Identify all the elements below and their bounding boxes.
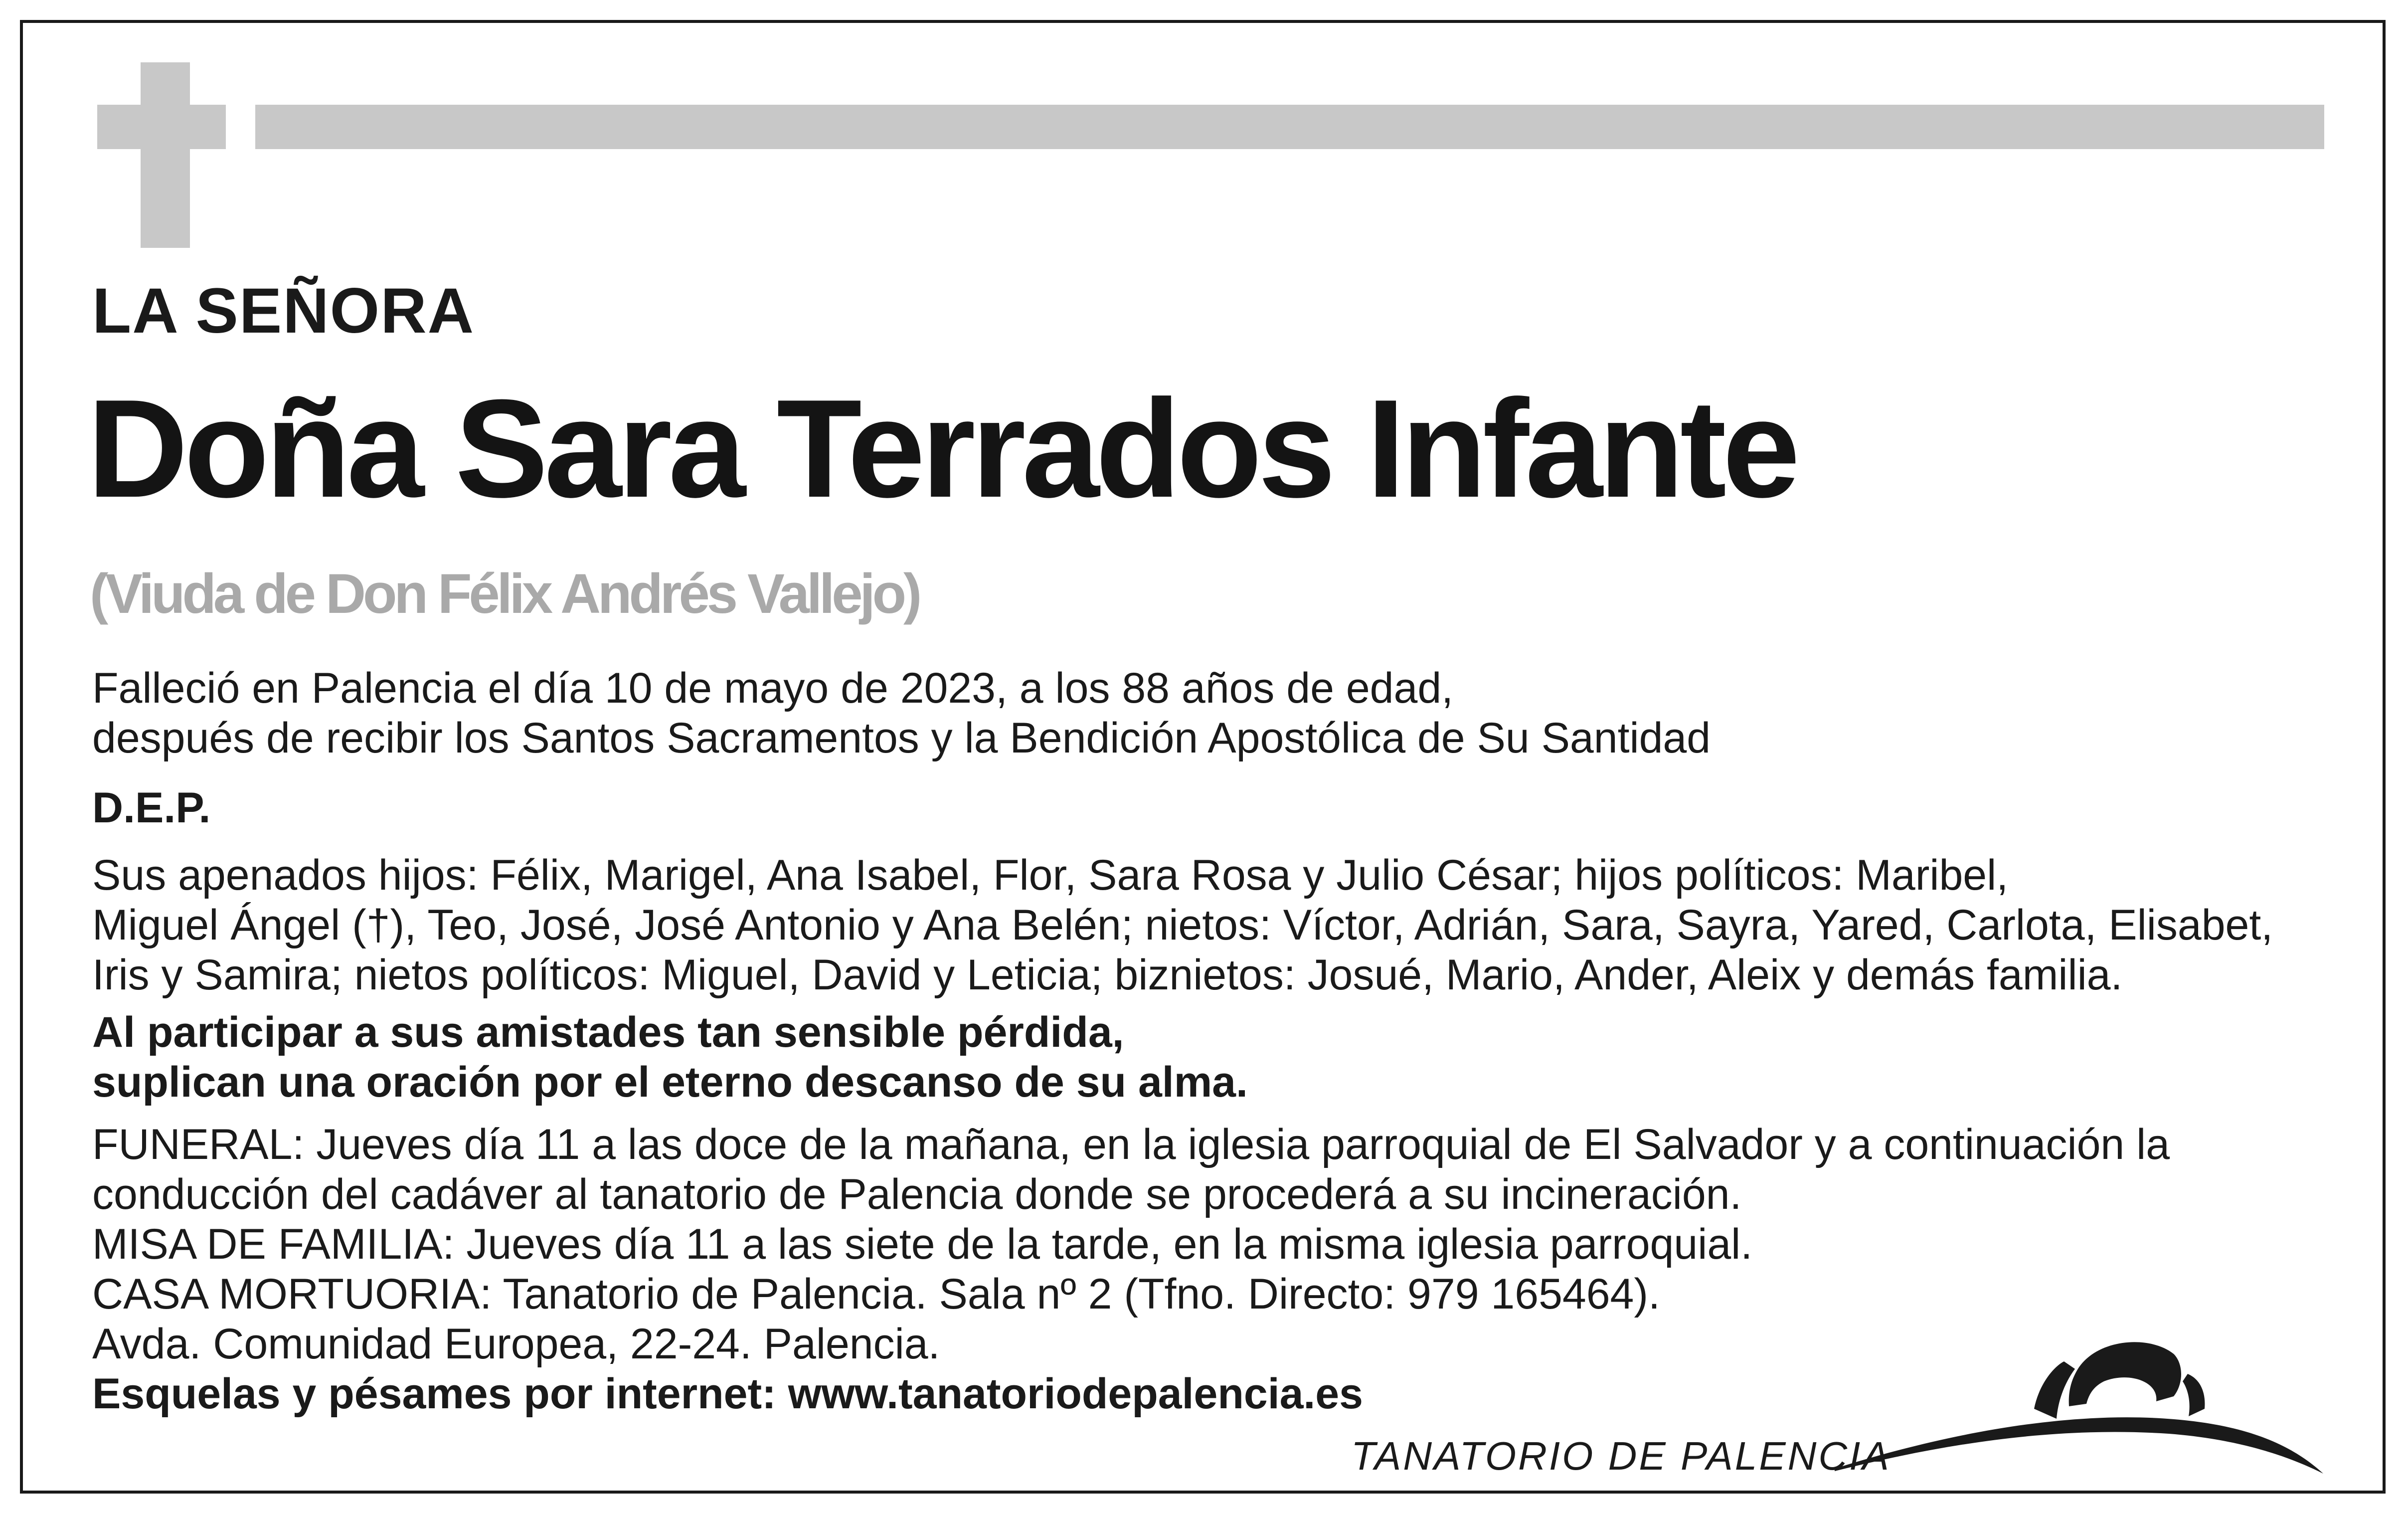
logo-stone-left [2034, 1361, 2075, 1419]
widow-note: (Viuda de Don Félix Andrés Vallejo) [90, 563, 919, 625]
family-line: Iris y Samira; nietos políticos: Miguel, David y Leticia; biznietos: Josué, Mario, Ander, Aleix y demás familia. [92, 951, 2123, 999]
cross-icon-horizontal [97, 105, 226, 149]
deceased-name: Doña Sara Terrados Infante [87, 371, 1796, 527]
logo-text: TANATORIO DE PALENCIA [1351, 1434, 1891, 1478]
funeral-line: conducción del cadáver al tanatorio de Palencia donde se procederá a su incineración. [92, 1170, 1742, 1218]
family-line: Miguel Ángel (†), Teo, José, José Antonio y Ana Belén; nietos: Víctor, Adrián, Sara, Sayra, Yared, Carlota, Elisabet, [92, 901, 2273, 949]
death-notice-line: después de recibir los Santos Sacramentos y la Bendición Apostólica de Su Santidad [92, 714, 1711, 762]
address-line: Avda. Comunidad Europea, 22-24. Palencia. [92, 1320, 940, 1368]
internet-line: Esquelas y pésames por internet: www.tanatoriodepalencia.es [92, 1370, 1363, 1418]
misa-line: MISA DE FAMILIA: Jueves día 11 a las siete de la tarde, en la misma iglesia parroquial. [92, 1220, 1753, 1268]
death-notice-line: Falleció en Palencia el día 10 de mayo de 2023, a los 88 años de edad, [92, 664, 1454, 712]
funeral-line: FUNERAL: Jueves día 11 a las doce de la mañana, en la iglesia parroquial de El Salvador y a continuación la [92, 1121, 2170, 1168]
family-list [92, 850, 2273, 1000]
logo-stone-center [2069, 1342, 2181, 1406]
dep-label: D.E.P. [92, 784, 211, 832]
logo-horizon [1835, 1417, 2323, 1474]
header-divider-bar [255, 105, 2324, 149]
death-notice [92, 663, 1711, 763]
tanatorio-logo-icon [1346, 1326, 2353, 1506]
title-prefix: LA SEÑORA [92, 275, 475, 347]
prayer-request [92, 1007, 1248, 1107]
prayer-request-line: Al participar a sus amistades tan sensible pérdida, [92, 1008, 1124, 1056]
cross-icon-vertical [141, 62, 190, 248]
family-line: Sus apenados hijos: Félix, Marigel, Ana Isabel, Flor, Sara Rosa y Julio César; hijos políticos: Maribel, [92, 851, 2009, 899]
casa-mortuoria-line: CASA MORTUORIA: Tanatorio de Palencia. Sala nº 2 (Tfno. Directo: 979 165464). [92, 1270, 1660, 1318]
logo-stone-right [2183, 1374, 2205, 1416]
prayer-request-line: suplican una oración por el eterno descanso de su alma. [92, 1058, 1248, 1106]
